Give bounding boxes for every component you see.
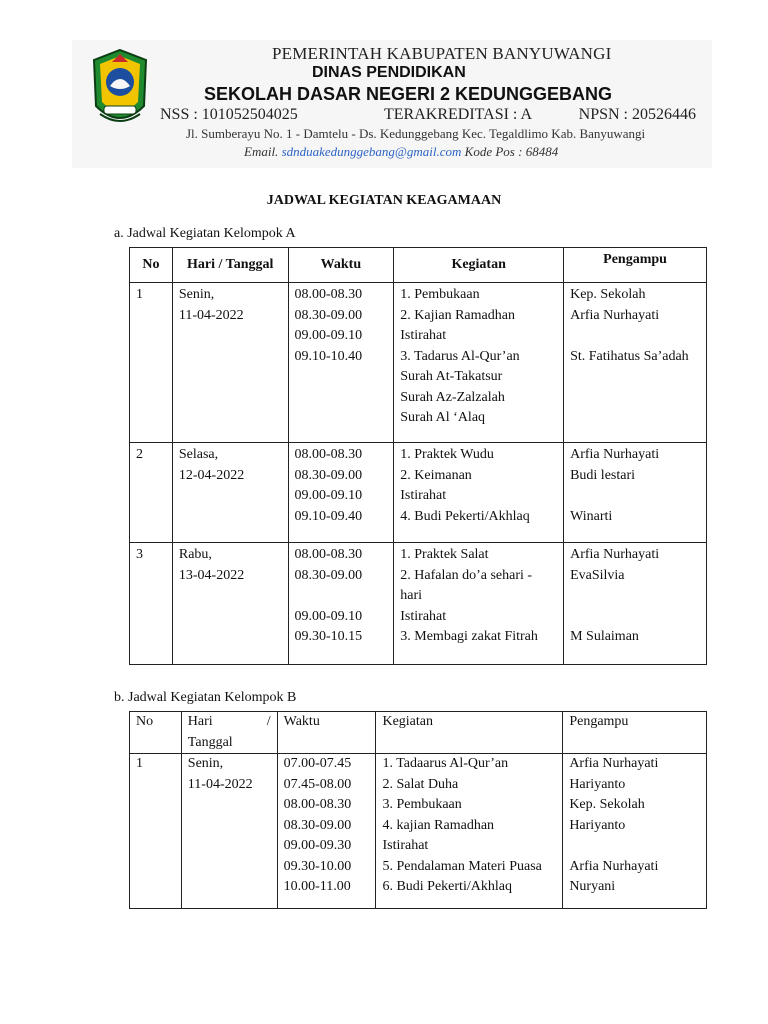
cell-line: 09.10-09.40 — [294, 508, 363, 524]
col-header-hari: Hari / Tanggal — [172, 248, 288, 283]
cell-hari — [172, 543, 288, 665]
cell-spacer — [295, 586, 388, 607]
section-b-label: b. Jadwal Kegiatan Kelompok B — [114, 690, 297, 705]
cell-hari — [172, 283, 288, 443]
cell-line: 09.00-09.30 — [283, 838, 352, 853]
cell-pengampu — [564, 443, 707, 543]
header-contact — [244, 144, 558, 160]
cell-pengampu — [563, 754, 707, 909]
header-government: PEMERINTAH KABUPATEN BANYUWANGI — [272, 44, 612, 63]
cell-no: 1 — [130, 754, 182, 909]
cell-line: 09.30-10.15 — [294, 629, 363, 644]
section-a-label: a. Jadwal Kegiatan Kelompok A — [114, 226, 296, 241]
cell-line: 13-04-2022 — [178, 567, 245, 583]
cell-waktu — [277, 754, 376, 909]
cell-spacer — [570, 326, 700, 347]
table-header-row — [130, 248, 707, 283]
header-npsn: NPSN : 20526446 — [578, 106, 696, 123]
table-row — [130, 283, 707, 443]
header-agency: DINAS PENDIDIKAN — [312, 64, 466, 81]
cell-line: Istirahat — [400, 608, 447, 624]
cell-line: Istirahat — [400, 488, 447, 503]
cell-pengampu — [564, 283, 707, 443]
cell-line: 08.00-08.30 — [294, 447, 363, 462]
header-hari-part: / — [266, 714, 271, 729]
cell-waktu — [288, 543, 394, 665]
cell-no: 2 — [130, 443, 173, 543]
col-header-pengampu: Pengampu — [564, 248, 707, 283]
cell-line: 08.30-09.00 — [294, 307, 363, 323]
cell-kegiatan — [394, 443, 564, 543]
email-label: Email. — [244, 144, 279, 159]
cell-line: 08.30-09.00 — [294, 467, 363, 483]
cell-line: Arfia Nurhayati — [570, 307, 660, 323]
cell-waktu — [288, 443, 394, 543]
cell-spacer — [570, 607, 700, 628]
cell-line: 1. Praktek Salat — [400, 547, 489, 562]
cell-line: M Sulaiman — [570, 629, 639, 644]
cell-line: St. Fatihatus Sa’adah — [570, 348, 689, 364]
cell-line: 1. Praktek Wudu — [400, 447, 494, 462]
cell-line: Tanggal — [187, 734, 233, 750]
cell-line: Surah Al ‘Alaq — [400, 410, 486, 425]
col-header-waktu: Waktu — [288, 248, 394, 283]
cell-pengampu — [564, 543, 707, 665]
table-row — [130, 543, 707, 665]
cell-line: Kep. Sekolah — [569, 797, 645, 812]
table-row — [130, 754, 707, 909]
header-hari-part: Hari — [187, 714, 213, 729]
cell-hari — [181, 754, 277, 909]
cell-spacer — [569, 836, 700, 857]
cell-line: 4. Budi Pekerti/Akhlaq — [400, 508, 530, 524]
cell-line: 4. kajian Ramadhan — [382, 817, 495, 833]
cell-line: Hariyanto — [569, 776, 626, 792]
cell-line: Arfia Nurhayati — [569, 858, 659, 874]
cell-hari — [172, 443, 288, 543]
schedule-table-group-a — [129, 247, 707, 665]
cell-line: 6. Budi Pekerti/Akhlaq — [382, 879, 512, 894]
cell-line: Surah At-Takatsur — [400, 369, 503, 384]
header-accreditation: TERAKREDITASI : A — [384, 106, 533, 123]
cell-waktu — [288, 283, 394, 443]
cell-line: Nuryani — [569, 879, 616, 894]
cell-line: 11-04-2022 — [187, 776, 253, 792]
cell-line: 08.00-08.30 — [294, 547, 363, 562]
cell-line: 2. Keimanan — [400, 467, 472, 483]
email-link[interactable]: sdnduakedunggebang@gmail.com — [281, 144, 462, 159]
cell-line: EvaSilvia — [570, 567, 625, 583]
cell-spacer — [570, 486, 700, 507]
cell-line: 07.00-07.45 — [283, 756, 352, 771]
cell-line: Selasa, — [178, 447, 219, 462]
cell-line: Budi lestari — [570, 467, 636, 483]
cell-line: 09.00-09.10 — [294, 608, 363, 624]
cell-line: 08.30-09.00 — [294, 567, 363, 583]
cell-line: 12-04-2022 — [178, 467, 245, 483]
col-header-no: No — [130, 712, 182, 754]
cell-line: 08.00-08.30 — [283, 797, 352, 812]
cell-line: 09.00-09.10 — [294, 328, 363, 343]
header-nss: NSS : 101052504025 — [160, 106, 298, 123]
cell-line: 2. Hafalan do’a sehari - — [400, 567, 533, 583]
letterhead — [72, 40, 712, 168]
cell-line: Rabu, — [178, 547, 212, 562]
cell-line: Senin, — [187, 756, 224, 771]
cell-no: 1 — [130, 283, 173, 443]
cell-line: 2. Salat Duha — [382, 776, 459, 792]
table-row — [130, 443, 707, 543]
cell-line: Arfia Nurhayati — [569, 756, 659, 771]
cell-line: 09.30-10.00 — [283, 858, 352, 874]
cell-line: 3. Pembukaan — [382, 797, 462, 812]
cell-kegiatan — [376, 754, 563, 909]
col-header-kegiatan: Kegiatan — [376, 712, 563, 754]
postal-code: Kode Pos : 68484 — [464, 144, 559, 159]
col-header-kegiatan: Kegiatan — [394, 248, 564, 283]
header-school-name: SEKOLAH DASAR NEGERI 2 KEDUNGGEBANG — [204, 84, 613, 104]
cell-line: 08.00-08.30 — [294, 287, 363, 302]
cell-line: Kep. Sekolah — [570, 287, 646, 302]
cell-line: Arfia Nurhayati — [570, 447, 660, 462]
cell-line: 5. Pendalaman Materi Puasa — [382, 858, 542, 874]
cell-spacer — [570, 586, 700, 607]
cell-line: 09.00-09.10 — [294, 488, 363, 503]
cell-line: 09.10-10.40 — [294, 348, 363, 364]
cell-line: Istirahat — [382, 838, 429, 853]
cell-line: Senin, — [178, 287, 215, 302]
cell-line: 1. Pembukaan — [400, 287, 480, 302]
cell-line: Surah Az-Zalzalah — [400, 389, 505, 405]
cell-line: Arfia Nurhayati — [570, 547, 660, 562]
header-address: Jl. Sumberayu No. 1 - Damtelu - Ds. Kedunggebang Kec. Tegaldlimo Kab. Banyuwangi — [186, 126, 646, 141]
cell-kegiatan — [394, 543, 564, 665]
cell-line: 1. Tadaarus Al-Qur’an — [382, 756, 509, 771]
cell-line: 3. Tadarus Al-Qur’an — [400, 348, 520, 364]
col-header-pengampu: Pengampu — [563, 712, 707, 754]
cell-line: Winarti — [570, 508, 613, 524]
cell-kegiatan — [394, 283, 564, 443]
col-header-waktu: Waktu — [277, 712, 376, 754]
schedule-table-group-b — [129, 711, 707, 909]
cell-line: 3. Membagi zakat Fitrah — [400, 629, 538, 644]
cell-line: Hariyanto — [569, 817, 626, 833]
document-title: JADWAL KEGIATAN KEAGAMAAN — [266, 193, 502, 208]
cell-line: 2. Kajian Ramadhan — [400, 307, 515, 323]
cell-line: Istirahat — [400, 328, 447, 343]
col-header-hari — [181, 712, 277, 754]
cell-line: 07.45-08.00 — [283, 776, 352, 792]
banyuwangi-emblem-icon — [90, 48, 150, 132]
cell-line: 08.30-09.00 — [283, 817, 352, 833]
cell-line: 10.00-11.00 — [283, 879, 351, 894]
cell-no: 3 — [130, 543, 173, 665]
cell-line: hari — [400, 588, 423, 603]
col-header-no: No — [130, 248, 173, 283]
table-header-row — [130, 712, 707, 754]
cell-line: 11-04-2022 — [178, 307, 244, 323]
